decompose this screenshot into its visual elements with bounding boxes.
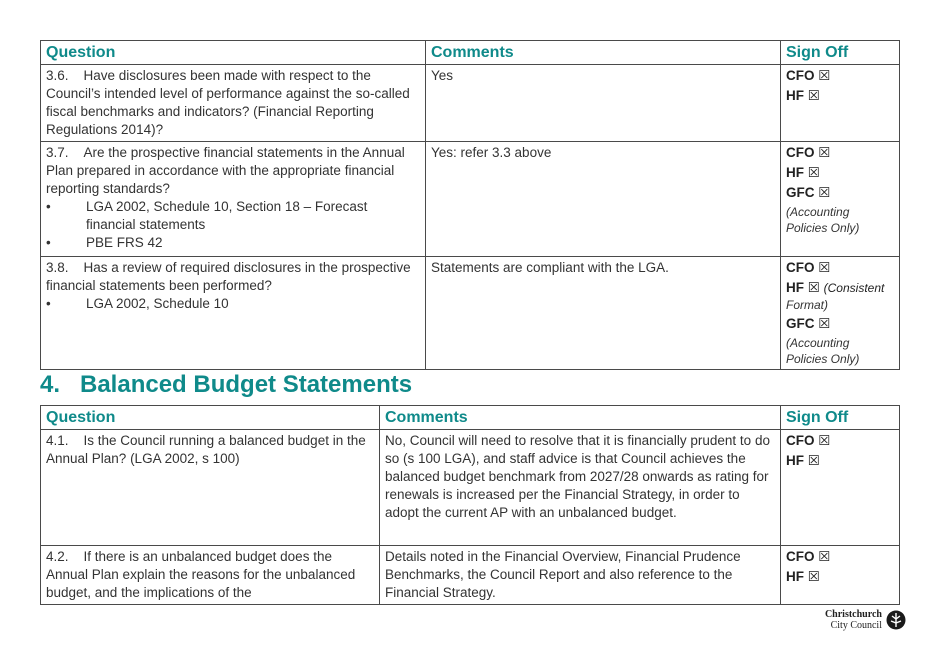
comment-cell: Details noted in the Financial Overview, Financial Prudence Benchmarks, the Council Report and also reference to the Financial Strategy. <box>380 546 781 605</box>
table-row <box>41 257 900 370</box>
question-cell: 3.7. Are the prospective financial statements in the Annual Plan prepared in accordance with the appropriate financial reporting standards? • LGA 2002, Schedule 10, Section 18 – Forecast financial statements • PBE FRS 42 <box>41 142 426 257</box>
signoff-item: CFO ☒ <box>786 68 831 83</box>
comment-cell: No, Council will need to resolve that it is financially prudent to do so (s 100 LGA), and staff advice is that Council achieves the balanced budget benchmark from 2027/28 onwards as rating for renewals is increased per the Financial Strategy, in order to adopt the current AP with an unbalanced budget. <box>380 430 781 546</box>
signoff-item: HF ☒ <box>786 88 820 103</box>
question-header: Question <box>41 41 426 65</box>
checkbox-icon[interactable]: ☒ <box>818 260 831 275</box>
comment-cell: Yes <box>426 65 781 142</box>
question-cell: 3.6. Have disclosures been made with respect to the Council’s intended level of performance against the so-called fiscal benchmarks and indicators? (Financial Reporting Regulations 2014)? <box>41 65 426 142</box>
signoff-item: HF ☒ <box>786 569 820 584</box>
signoff-item: CFO ☒ <box>786 260 831 275</box>
signoff-cell <box>781 546 900 605</box>
comment-cell: Statements are compliant with the LGA. <box>426 257 781 370</box>
checkbox-icon[interactable]: ☒ <box>818 68 831 83</box>
signoff-item: GFC ☒ <box>786 185 831 200</box>
council-logo <box>825 609 906 631</box>
table-row <box>41 65 900 142</box>
checkbox-icon[interactable]: ☒ <box>818 185 831 200</box>
logo-line-1: Christchurch <box>824 609 882 620</box>
checkbox-icon[interactable]: ☒ <box>807 280 820 295</box>
question-cell: 4.1. Is the Council running a balanced budget in the Annual Plan? (LGA 2002, s 100) <box>41 430 380 546</box>
checklist-table-4 <box>40 405 900 605</box>
checkbox-icon[interactable]: ☒ <box>807 453 820 468</box>
signoff-cell <box>781 142 900 257</box>
signoff-item: CFO ☒ <box>786 145 831 160</box>
table-row <box>41 546 900 605</box>
signoff-cell <box>781 430 900 546</box>
signoff-item: GFC ☒ <box>786 316 831 331</box>
comments-header: Comments <box>380 406 781 430</box>
signoff-item: HF ☒ (Consistent <box>786 280 885 295</box>
council-logo-icon <box>886 610 906 630</box>
signoff-item: CFO ☒ <box>786 433 831 448</box>
signoff-header: Sign Off <box>781 406 900 430</box>
checkbox-icon[interactable]: ☒ <box>818 549 831 564</box>
table-header-row <box>41 41 900 65</box>
signoff-cell <box>781 65 900 142</box>
checklist-table-3 <box>40 40 900 370</box>
section-heading: 4. Balanced Budget Statements <box>40 371 413 398</box>
question-header: Question <box>41 406 380 430</box>
logo-line-2: City Council <box>830 620 882 631</box>
list-item: • PBE FRS 42 <box>46 235 163 250</box>
checkbox-icon[interactable]: ☒ <box>818 316 831 331</box>
signoff-item: HF ☒ <box>786 165 820 180</box>
signoff-note: (Accounting Policies Only) <box>786 336 860 366</box>
table-row <box>41 142 900 257</box>
checkbox-icon[interactable]: ☒ <box>807 88 820 103</box>
checkbox-icon[interactable]: ☒ <box>818 433 831 448</box>
signoff-header: Sign Off <box>781 41 900 65</box>
signoff-note: Format) <box>786 298 828 312</box>
table-row <box>41 430 900 546</box>
checkbox-icon[interactable]: ☒ <box>807 165 820 180</box>
checkbox-icon[interactable]: ☒ <box>807 569 820 584</box>
signoff-note: (Accounting Policies Only) <box>786 205 860 235</box>
question-cell: 3.8. Has a review of required disclosures in the prospective financial statements been performed? • LGA 2002, Schedule 10 <box>41 257 426 370</box>
list-item: • LGA 2002, Schedule 10 <box>46 296 229 311</box>
list-item: • LGA 2002, Schedule 10, Section 18 – Forecast financial statements <box>46 199 368 232</box>
question-cell: 4.2. If there is an unbalanced budget does the Annual Plan explain the reasons for the unbalanced budget, and the implications of the <box>41 546 380 605</box>
checkbox-icon[interactable]: ☒ <box>818 145 831 160</box>
comments-header: Comments <box>426 41 781 65</box>
table-header-row <box>41 406 900 430</box>
signoff-item: CFO ☒ <box>786 549 831 564</box>
comment-cell: Yes: refer 3.3 above <box>426 142 781 257</box>
signoff-item: HF ☒ <box>786 453 820 468</box>
signoff-cell <box>781 257 900 370</box>
